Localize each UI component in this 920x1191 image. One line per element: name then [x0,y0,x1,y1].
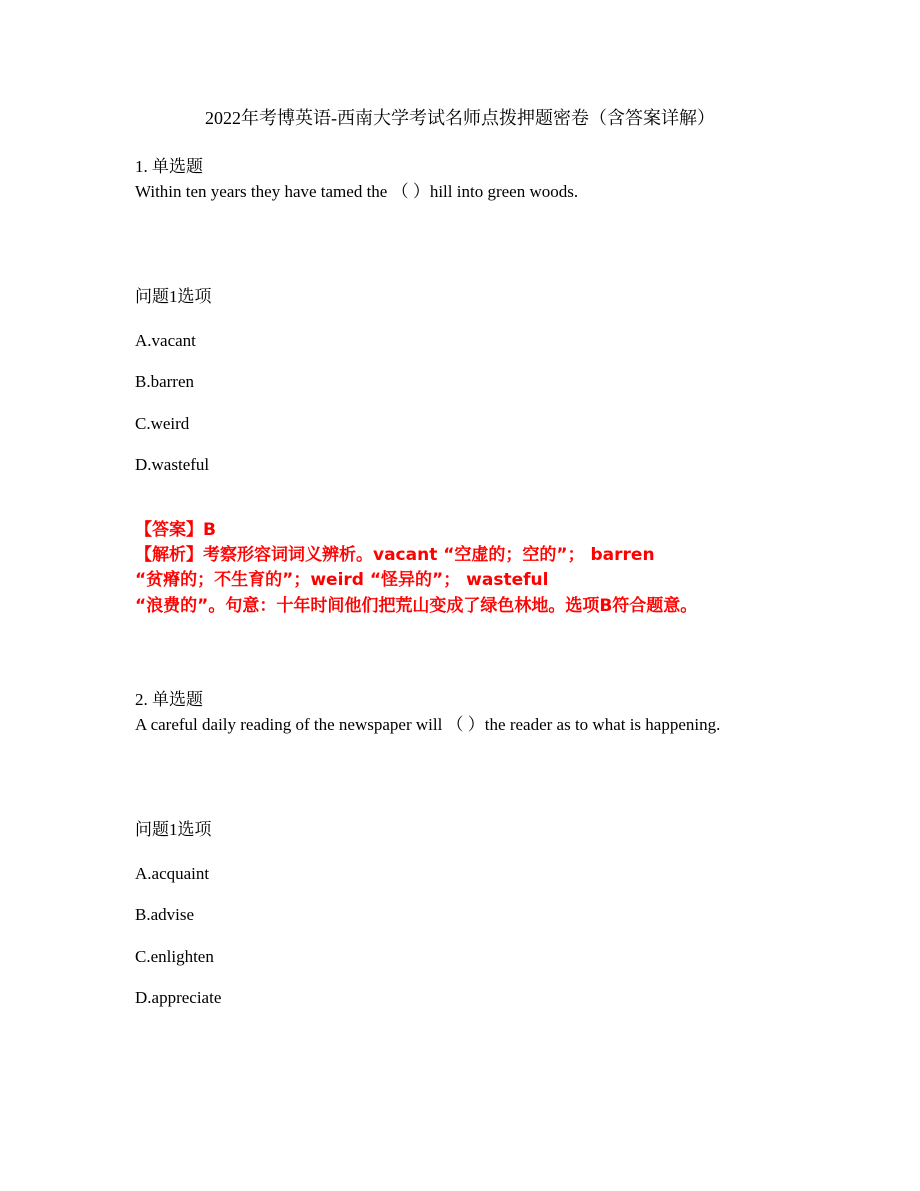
options-label: 问题1选项 [135,820,212,839]
analysis-line: 【解析】考察形容词词义辨析。vacant “空虚的；空的”； barren [135,545,655,565]
option-c: C.enlighten [135,947,214,966]
analysis-line: “贫瘠的；不生育的”；weird “怪异的”； wasteful [135,570,549,590]
options-label: 问题1选项 [135,287,212,306]
document-title: 2022年考博英语-西南大学考试名师点拨押题密卷（含答案详解） [205,108,715,128]
question-header: 1. 单选题 [135,157,203,176]
answer-label: 【答案】B [135,520,216,540]
option-d: D.appreciate [135,988,222,1007]
option-c: C.weird [135,414,190,433]
option-b: B.barren [135,372,195,391]
option-b: B.advise [135,905,195,924]
question-stem: Within ten years they have tamed the （ ）hill into green woods. [135,182,579,201]
question-header: 2. 单选题 [135,690,203,709]
option-a: A.acquaint [135,864,210,883]
analysis-line: “浪费的”。句意：十年时间他们把荒山变成了绿色林地。选项B符合题意。 [135,596,698,616]
question-stem: A careful daily reading of the newspaper will （ ）the reader as to what is happening. [135,715,721,734]
option-a: A.vacant [135,331,196,350]
option-d: D.wasteful [135,455,210,474]
